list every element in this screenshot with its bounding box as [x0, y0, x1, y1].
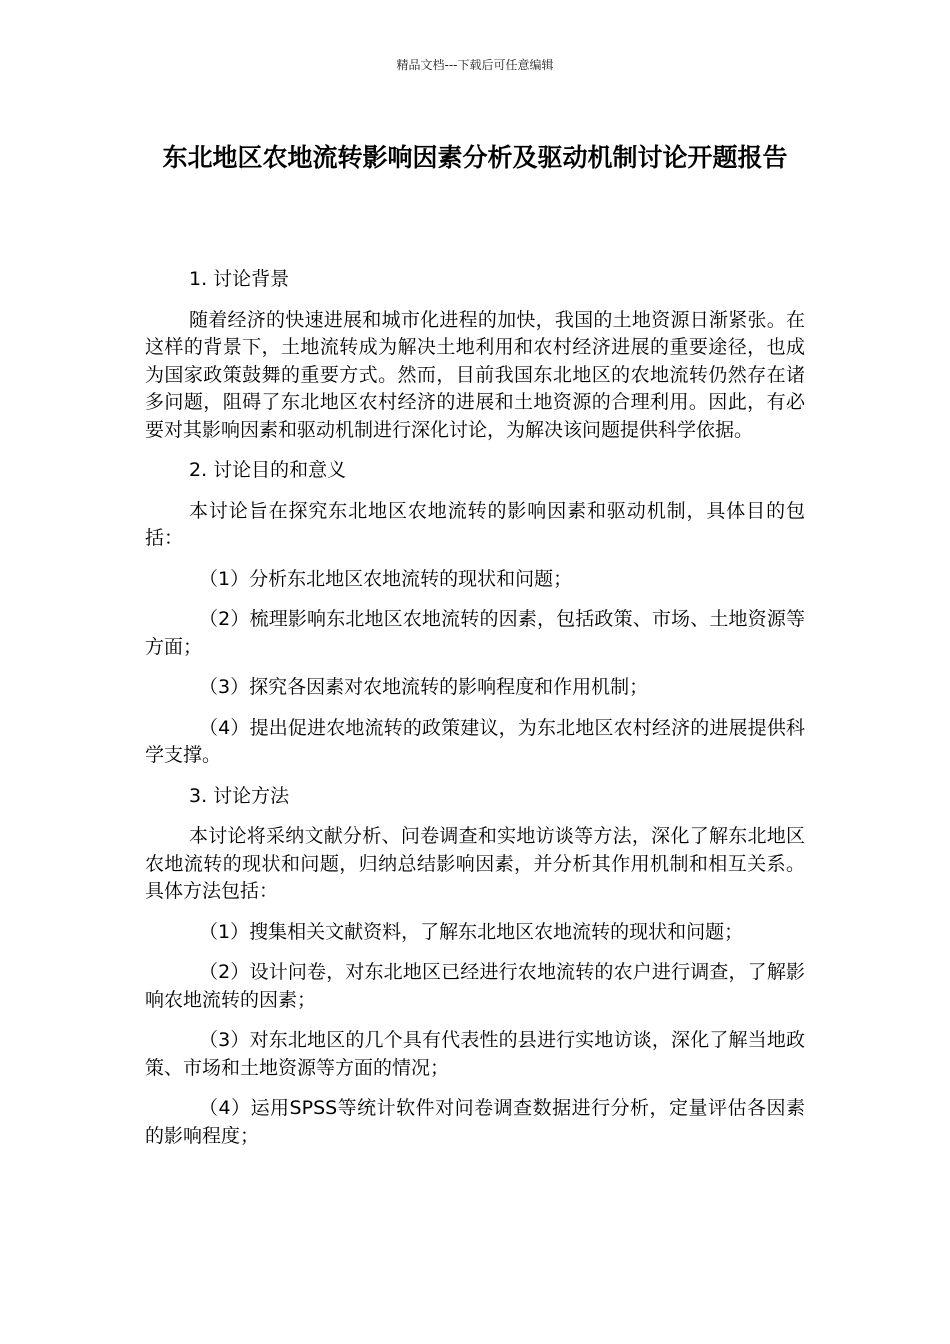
paragraph-background: 随着经济的快速进展和城市化进程的加快，我国的土地资源日渐紧张。在这样的背景下，土地流转成为解决土地利用和农村经济进展的重要途径，也成为国家政策鼓舞的重要方式。然而，目前我国东北地区的农地流转仍然存在诸多问题，阻碍了东北地区农村经济的进展和土地资源的合理利用。因此，有必要对其影响因素和驱动机制进行深化讨论，为解决该问题提供科学依据。: [145, 308, 805, 441]
section-heading-methods: 3. 讨论方法: [189, 784, 290, 807]
list-item: （1）分析东北地区农地流转的现状和问题；: [199, 567, 573, 590]
list-item: （4）运用SPSS等统计软件对问卷调查数据进行分析，定量评估各因素的影响程度；: [145, 1097, 805, 1147]
list-item: （3）探究各因素对农地流转的影响程度和作用机制；: [199, 676, 649, 698]
list-item: （2）设计问卷，对东北地区已经进行农地流转的农户进行调查，了解影响农地流转的因素；: [145, 961, 805, 1011]
list-item: （2）梳理影响东北地区农地流转的因素，包括政策、市场、土地资源等方面；: [145, 608, 805, 658]
section-heading-background: 1. 讨论背景: [189, 268, 290, 290]
document-body: [145, 266, 805, 1163]
list-item: （1）搜集相关文献资料，了解东北地区农地流转的现状和问题；: [199, 920, 744, 943]
list-item: （4）提出促进农地流转的政策建议，为东北地区农村经济的进展提供科学支撑。: [145, 716, 805, 766]
paragraph-methods-intro: 本讨论将采纳文献分析、问卷调查和实地访谈等方法，深化了解东北地区农地流转的现状和问题，归纳总结影响因素，并分析其作用机制和相互关系。具体方法包括：: [145, 825, 805, 902]
list-item: （3）对东北地区的几个具有代表性的县进行实地访谈，深化了解当地政策、市场和土地资源等方面的情况；: [145, 1029, 805, 1079]
document-title: 东北地区农地流转影响因素分析及驱动机制讨论开题报告: [162, 143, 788, 172]
paragraph-purpose-intro: 本讨论旨在探究东北地区农地流转的影响因素和驱动机制，具体目的包括：: [145, 499, 805, 549]
header-watermark: 精品文档---下载后可任意编辑: [396, 58, 554, 72]
section-heading-purpose: 2. 讨论目的和意义: [189, 459, 347, 481]
